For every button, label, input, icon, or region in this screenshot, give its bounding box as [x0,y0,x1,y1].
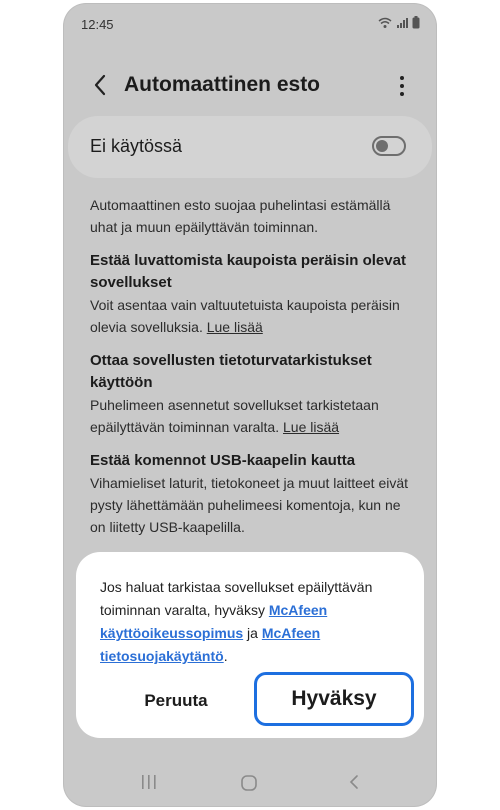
learn-more-link[interactable]: Lue lisää [206,319,263,335]
section-title: Ottaa sovellusten tietoturvatarkistukset käyttöön [90,352,372,391]
section-usb-commands [90,450,410,538]
section-security-checks [90,350,410,438]
dialog-text-before: Jos haluat tarkistaa sovellukset epäilyttävän toiminnan varalta, hyväksy [100,579,373,618]
status-icons [378,16,420,29]
battery-icon [412,16,420,29]
section-body-text: Voit asentaa vain valtuutetuista kaupoista peräisin olevia sovelluksia. [90,297,400,335]
home-button[interactable] [240,774,258,792]
section-body [90,294,410,338]
learn-more-link[interactable]: Lue lisää [283,419,340,435]
switch-knob [376,140,388,152]
wifi-icon [378,17,392,29]
app-bar [64,64,436,108]
more-options-button[interactable] [392,72,412,100]
cancel-button[interactable]: Peruuta [144,691,208,710]
status-bar [64,4,436,40]
back-button[interactable] [86,70,116,100]
section-title: Estää komennot USB-kaapelin kautta [90,452,356,469]
section-unauthorized-stores [90,250,410,338]
section-body: Vihamieliset laturit, tietokoneet ja muut laitteet eivät pysty lähettämään puhelimeesi komentoja, kun ne on liitetty USB-kaapelilla. [90,475,409,535]
page-title: Automaattinen esto [124,73,321,96]
privacy-policy-link[interactable]: McAfeen tietosuojakäytäntö [100,625,321,664]
recent-apps-button[interactable] [140,774,158,790]
toggle-label: Ei käytössä [90,136,183,156]
nav-back-button[interactable] [346,774,362,790]
dialog-message [100,576,404,668]
recent-apps-icon [140,774,158,790]
chevron-left-icon [86,70,116,100]
section-title: Estää luvattomista kaupoista peräisin olevat sovellukset [90,252,406,291]
mcafee-consent-dialog [76,552,424,738]
nav-back-icon [346,774,362,790]
more-vertical-icon [392,72,412,100]
phone-screen [64,4,436,806]
signal-icon [396,17,408,29]
dialog-text-after: . [223,648,228,664]
auto-block-switch[interactable] [372,136,406,156]
section-body-text: Puhelimeen asennetut sovellukset tarkistetaan epäilyttävän toiminnan varalta. [90,397,379,435]
license-agreement-link[interactable]: McAfeen käyttöoikeussopimus [100,602,328,641]
accept-button[interactable]: Hyväksy [254,672,414,726]
auto-block-toggle-row[interactable] [68,116,432,178]
section-body [90,394,410,438]
description-content [90,194,410,538]
home-icon [240,774,258,792]
intro-text: Automaattinen esto suojaa puhelintasi estämällä uhat ja muun epäilyttävän toiminnan. [90,197,391,235]
status-time: 12:45 [81,17,114,32]
dialog-text-middle: ja [247,625,258,641]
navigation-bar [64,758,436,806]
